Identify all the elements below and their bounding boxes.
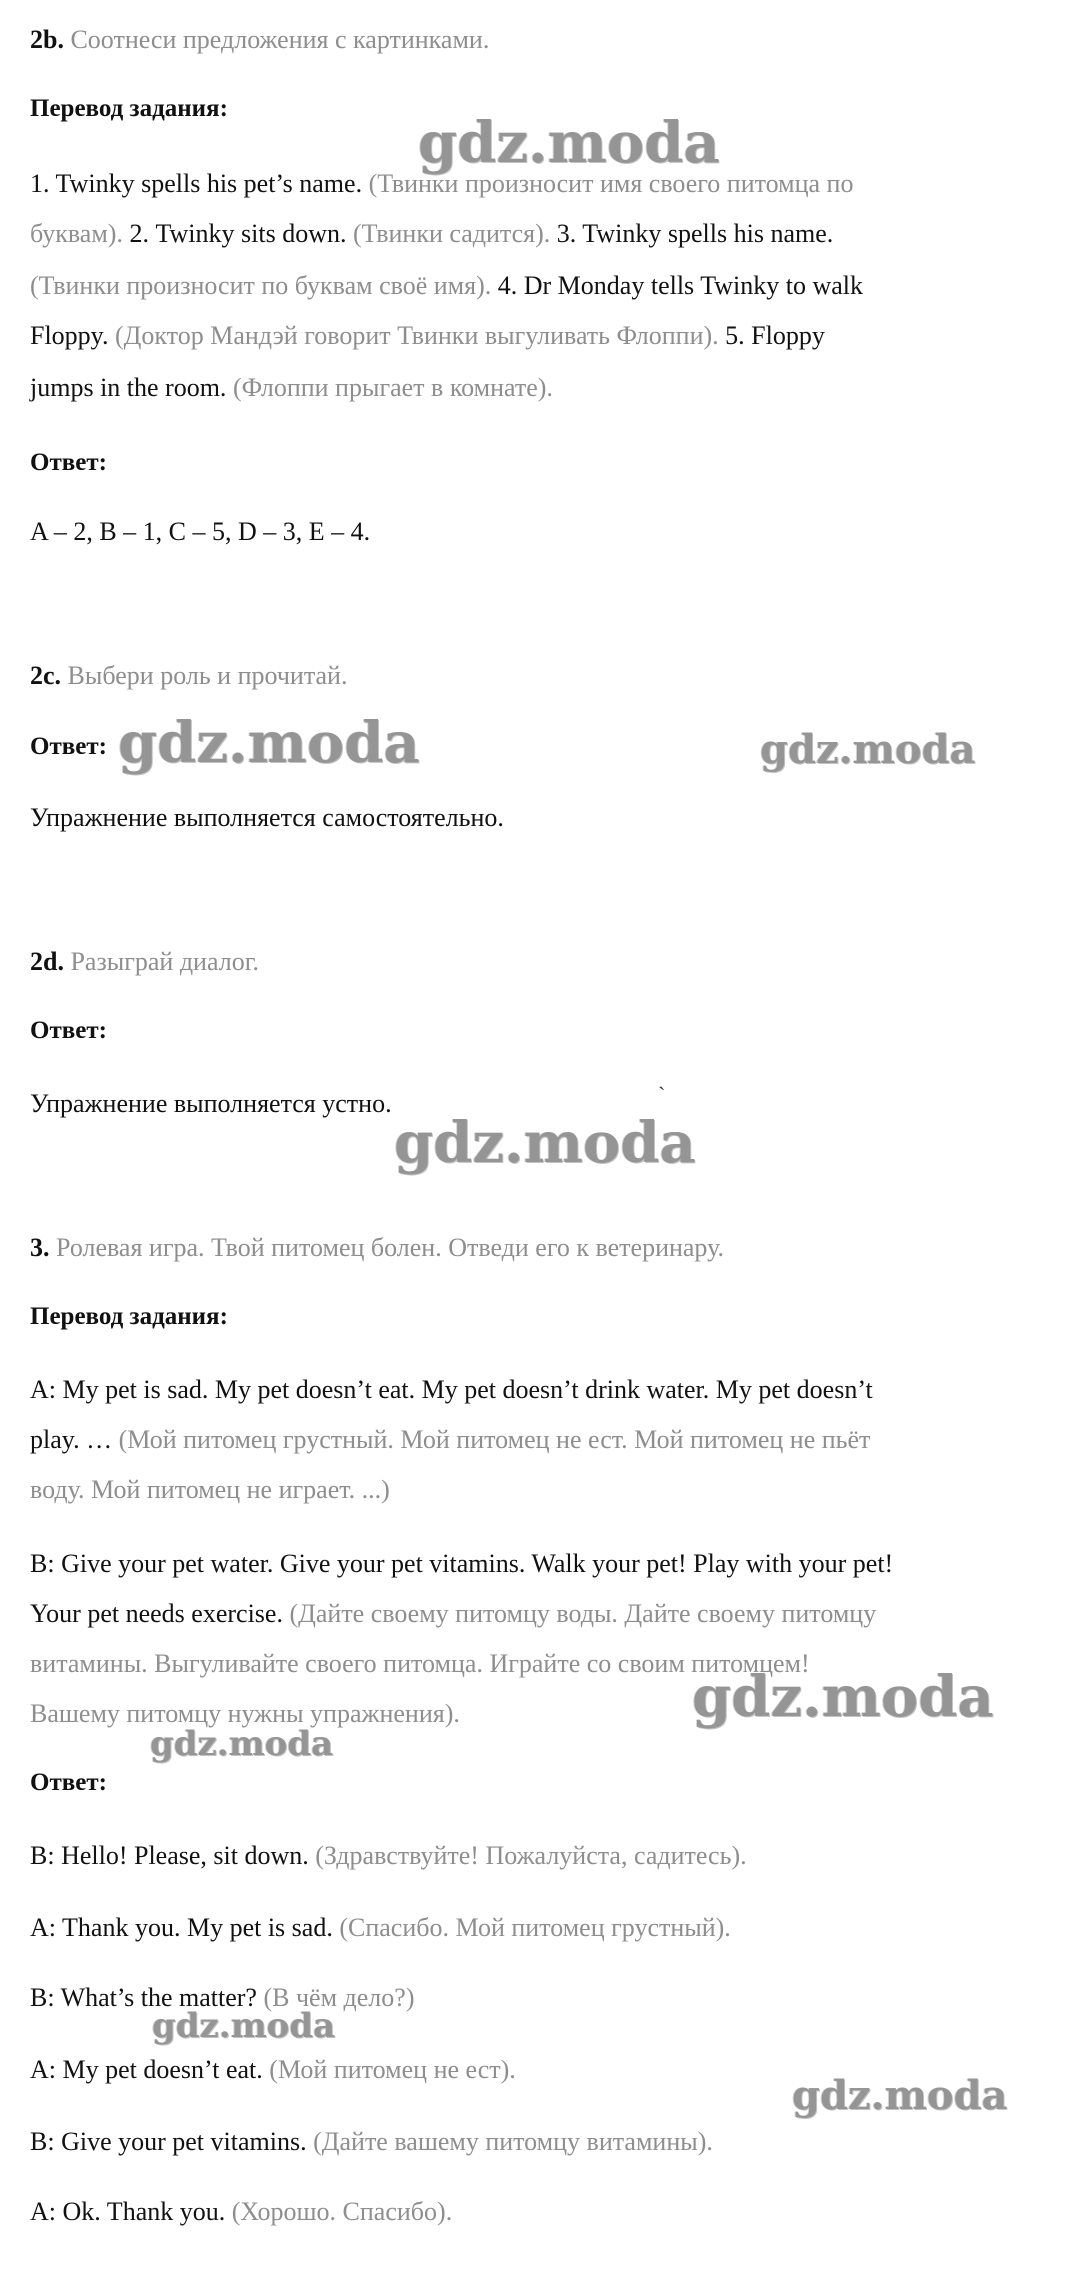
english-text: B: What’s the matter? (30, 1983, 257, 2012)
text-line (30, 1424, 870, 1455)
english-text: Your pet needs exercise. (30, 1599, 283, 1628)
text-line (30, 1598, 876, 1629)
english-text: Floppy. (30, 321, 109, 350)
russian-text: (Дайте вашему питомцу витамины). (306, 2127, 713, 2156)
task-text: Ролевая игра. Твой питомец болен. Отведи его к ветеринару. (56, 1233, 724, 1262)
answer-label: Ответ: (30, 449, 107, 476)
english-text: jumps in the room. (30, 373, 227, 402)
translation-heading: Перевод задания: (30, 95, 228, 122)
russian-text: (Твинки произносит имя своего питомца по (362, 169, 854, 198)
answer-label: Ответ: (30, 733, 107, 760)
text-line (30, 218, 833, 249)
english-text: A: Ok. Thank you. (30, 2197, 226, 2226)
russian-text: (Здравствуйте! Пожалуйста, садитесь). (308, 1841, 747, 1870)
russian-text: (Флоппи прыгает в комнате). (226, 373, 553, 402)
english-text: A: My pet is sad. My pet doesn’t eat. My pet doesn’t drink water. My pet doesn’t (30, 1375, 873, 1404)
text-line (30, 1548, 893, 1579)
russian-text: (Твинки произносит по буквам своё имя). (30, 271, 492, 300)
russian-text: (Мой питомец грустный. Мой питомец не ест. Мой питомец не пьёт (112, 1425, 871, 1454)
section-3-header (30, 1232, 724, 1263)
text-line (30, 1474, 390, 1505)
section-number: 3. (30, 1233, 50, 1262)
dialog-line (30, 1840, 747, 1871)
watermark: gdz.moda (760, 726, 976, 773)
task-text: Разыграй диалог. (70, 947, 259, 976)
dialog-line (30, 1912, 731, 1943)
russian-text: (Доктор Мандэй говорит Твинки выгуливать Флоппи). (108, 321, 719, 350)
russian-text: (Спасибо. Мой питомец грустный). (332, 1913, 731, 1942)
russian-text: (Дайте своему питомцу воды. Дайте своему питомцу (282, 1599, 877, 1628)
english-text: 4. Dr Monday tells Twinky to walk (491, 271, 864, 300)
russian-text: Вашему питомцу нужны упражнения). (30, 1699, 460, 1728)
russian-text: (Мой питомец не ест). (262, 2055, 516, 2084)
english-text: B: Give your pet water. Give your pet vitamins. Walk your pet! Play with your pet! (30, 1549, 894, 1578)
english-text: 2. Twinky sits down. (122, 219, 347, 248)
watermark: gdz.moda (792, 2072, 1008, 2119)
stray-mark: ` (658, 1082, 666, 1107)
watermark: gdz.moda (418, 110, 720, 176)
section-2b-header (30, 24, 489, 55)
english-text: B: Give your pet vitamins. (30, 2127, 307, 2156)
section-2c-header (30, 660, 347, 691)
watermark: gdz.moda (152, 2006, 336, 2046)
english-text: 5. Floppy (718, 321, 825, 350)
watermark: gdz.moda (118, 710, 420, 776)
answer-text: A – 2, B – 1, C – 5, D – 3, E – 4. (30, 517, 371, 546)
task-text: Соотнеси предложения с картинками. (70, 25, 490, 54)
russian-text: (Хорошо. Спасибо). (225, 2197, 453, 2226)
russian-text: (Твинки садится). (346, 219, 551, 248)
watermark: gdz.moda (394, 1110, 696, 1176)
watermark: gdz.moda (150, 1724, 334, 1764)
answer-label: Ответ: (30, 1017, 107, 1044)
russian-text: буквам). (30, 219, 123, 248)
section-2d-header (30, 946, 259, 977)
text-line (30, 320, 825, 351)
text-line (30, 270, 863, 301)
answer-text: Упражнение выполняется самостоятельно. (30, 803, 504, 832)
watermark: gdz.moda (692, 1664, 994, 1730)
english-text: A: My pet doesn’t eat. (30, 2055, 263, 2084)
answer-label: Ответ: (30, 1769, 107, 1796)
answer-text: Упражнение выполняется устно. (30, 1089, 392, 1118)
russian-text: воду. Мой питомец не играет. ...) (30, 1475, 390, 1504)
text-line (30, 1374, 873, 1405)
translation-heading: Перевод задания: (30, 1303, 228, 1330)
dialog-line (30, 2054, 516, 2085)
russian-text: (В чём дело?) (256, 1983, 415, 2012)
english-text: 3. Twinky spells his name. (550, 219, 834, 248)
text-line (30, 372, 553, 403)
russian-text: витамины. Выгуливайте своего питомца. Играйте со своим питомцем! (30, 1649, 810, 1678)
section-number: 2b. (30, 25, 64, 54)
dialog-line (30, 2196, 452, 2227)
dialog-line (30, 2126, 713, 2157)
english-text: A: Thank you. My pet is sad. (30, 1913, 333, 1942)
section-number: 2c. (30, 661, 62, 690)
task-text: Выбери роль и прочитай. (67, 661, 348, 690)
english-text: 1. Twinky spells his pet’s name. (30, 169, 363, 198)
english-text: B: Hello! Please, sit down. (30, 1841, 309, 1870)
english-text: play. … (30, 1425, 113, 1454)
section-number: 2d. (30, 947, 64, 976)
